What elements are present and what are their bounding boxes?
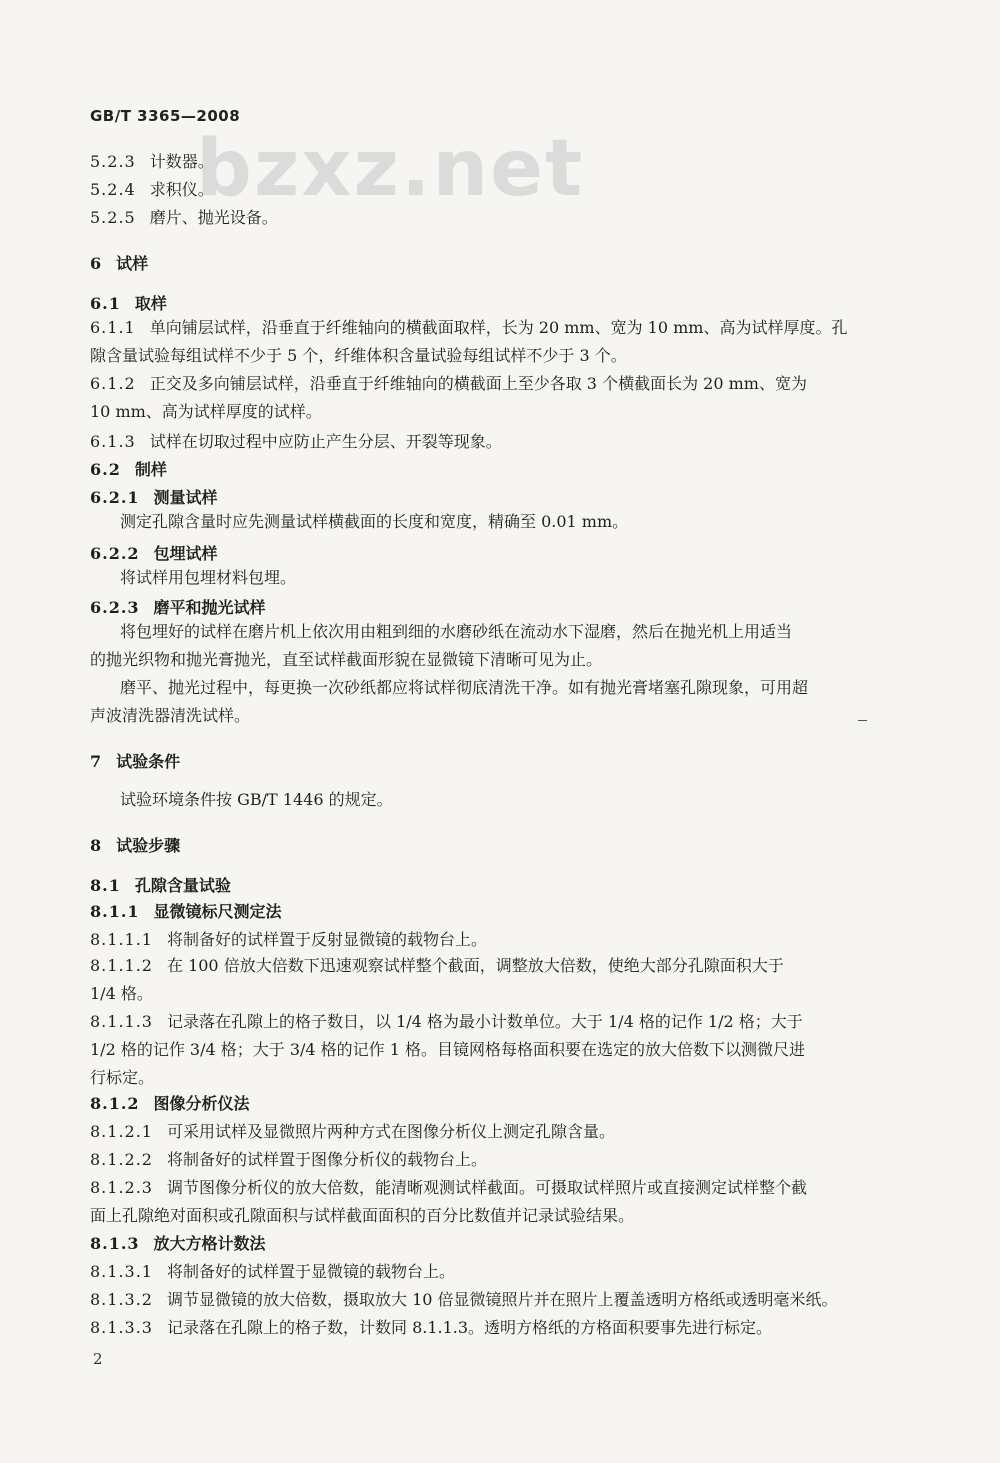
clause-text: 将制备好的试样置于显微镜的载物台上。	[166, 1262, 455, 1281]
text-line	[90, 432, 905, 452]
text-line	[90, 1318, 905, 1338]
clause-number: 8.1.2.3	[90, 1178, 153, 1197]
section-heading	[90, 876, 905, 896]
text-line	[90, 402, 905, 422]
text-line	[90, 1012, 905, 1032]
clause-number: 6	[90, 254, 103, 273]
clause-text: 试样在切取过程中应防止产生分层、开裂等现象。	[149, 432, 502, 451]
text-line	[90, 1262, 905, 1282]
document-code-header: GB/T 3365—2008	[90, 107, 241, 125]
section-heading	[90, 902, 905, 922]
clause-text: 声波清洗器清洗试样。	[90, 706, 251, 725]
clause-number: 6.2.1	[90, 488, 140, 507]
text-line	[90, 152, 905, 172]
section-heading	[90, 598, 905, 618]
clause-number: 7	[90, 752, 103, 771]
clause-number: 8.1.3	[90, 1234, 140, 1253]
clause-number: 6.1.3	[90, 432, 136, 451]
heading-text: 试验步骤	[116, 836, 181, 855]
clause-number: 6.2.3	[90, 598, 140, 617]
text-line	[90, 1068, 905, 1088]
text-line	[90, 346, 905, 366]
text-line	[90, 650, 905, 670]
clause-text: 10 mm、高为试样厚度的试样。	[90, 402, 322, 421]
clause-number: 6.2	[90, 460, 121, 479]
clause-text: 将包埋好的试样在磨片机上依次用由粗到细的水磨砂纸在流动水下湿磨，然后在抛光机上用适当	[120, 622, 793, 641]
clause-number: 5.2.5	[90, 208, 136, 227]
page-number: 2	[93, 1350, 103, 1368]
clause-number: 8.1.3.3	[90, 1318, 153, 1337]
section-heading	[90, 294, 905, 314]
text-line	[90, 1122, 905, 1142]
text-line	[90, 1040, 905, 1060]
clause-number: 8.1.1.3	[90, 1012, 153, 1031]
text-line	[90, 1206, 905, 1226]
text-line	[120, 622, 905, 642]
clause-text: 1/2 格的记作 3/4 格；大于 3/4 格的记作 1 格。目镜网格每格面积要在选定的放大倍数下以测微尺进	[90, 1040, 806, 1059]
heading-text: 孔隙含量试验	[134, 876, 231, 895]
clause-number: 6.1.1	[90, 318, 136, 337]
clause-text: 记录落在孔隙上的格子数日，以 1/4 格为最小计数单位。大于 1/4 格的记作 1/2 格；大于	[166, 1012, 803, 1031]
clause-text: 测定孔隙含量时应先测量试样横截面的长度和宽度，精确至 0.01 mm。	[120, 512, 629, 531]
heading-text: 试验条件	[116, 752, 181, 771]
heading-text: 制样	[134, 460, 167, 479]
clause-number: 8.1.3.2	[90, 1290, 153, 1309]
clause-text: 调节图像分析仪的放大倍数，能清晰观测试样截面。可摄取试样照片或直接测定试样整个截	[166, 1178, 807, 1197]
heading-text: 显微镜标尺测定法	[153, 902, 282, 921]
text-line	[90, 956, 905, 976]
clause-number: 5.2.4	[90, 180, 136, 199]
heading-text: 磨平和抛光试样	[153, 598, 266, 617]
clause-number: 6.2.2	[90, 544, 140, 563]
clause-number: 8	[90, 836, 103, 855]
clause-number: 8.1	[90, 876, 121, 895]
heading-text: 试样	[116, 254, 149, 273]
clause-number: 6.1	[90, 294, 121, 313]
clause-text: 面上孔隙绝对面积或孔隙面积与试样截面面积的百分比数值并记录试验结果。	[90, 1206, 635, 1225]
text-line	[90, 1290, 905, 1310]
clause-text: 的抛光织物和抛光膏抛光，直至试样截面形貌在显微镜下清晰可见为止。	[90, 650, 603, 669]
text-line	[120, 512, 905, 532]
heading-text: 测量试样	[153, 488, 218, 507]
heading-text: 图像分析仪法	[153, 1094, 250, 1113]
text-line	[90, 1150, 905, 1170]
clause-text: 计数器。	[149, 152, 214, 171]
text-line	[120, 568, 905, 588]
text-line	[90, 706, 905, 726]
clause-number: 6.1.2	[90, 374, 136, 393]
text-line	[90, 180, 905, 200]
clause-text: 隙含量试验每组试样不少于 5 个，纤维体积含量试验每组试样不少于 3 个。	[90, 346, 627, 365]
section-heading	[90, 488, 905, 508]
clause-text: 1/4 格。	[90, 984, 153, 1003]
section-heading	[90, 544, 905, 564]
clause-number: 5.2.3	[90, 152, 136, 171]
watermark: bzxz.net	[196, 124, 585, 214]
section-heading	[90, 460, 905, 480]
clause-text: 将制备好的试样置于反射显微镜的载物台上。	[166, 930, 487, 949]
clause-text: 试验环境条件按 GB/T 1446 的规定。	[120, 790, 393, 809]
clause-text: 调节显微镜的放大倍数，摄取放大 10 倍显微镜照片并在照片上覆盖透明方格纸或透明毫米纸。	[166, 1290, 838, 1309]
clause-text: 磨平、抛光过程中，每更换一次砂纸都应将试样彻底清洗干净。如有抛光膏堵塞孔隙现象，可用超	[120, 678, 809, 697]
clause-text: 记录落在孔隙上的格子数，计数同 8.1.1.3。透明方格纸的方格面积要事先进行标定。	[166, 1318, 773, 1337]
clause-text: 求积仪。	[149, 180, 214, 199]
clause-number: 8.1.3.1	[90, 1262, 153, 1281]
clause-text: 行标定。	[90, 1068, 155, 1087]
heading-text: 包埋试样	[153, 544, 218, 563]
clause-text: 可采用试样及显微照片两种方式在图像分析仪上测定孔隙含量。	[166, 1122, 615, 1141]
section-heading	[90, 1094, 905, 1114]
clause-text: 将制备好的试样置于图像分析仪的载物台上。	[166, 1150, 487, 1169]
clause-number: 8.1.2.2	[90, 1150, 153, 1169]
section-heading	[90, 1234, 905, 1254]
text-line	[90, 318, 905, 338]
clause-text: 正交及多向铺层试样，沿垂直于纤维轴向的横截面上至少各取 3 个横截面长为 20 mm、宽为	[149, 374, 807, 393]
text-line	[90, 374, 905, 394]
text-line	[90, 208, 905, 228]
text-line	[90, 930, 905, 950]
clause-number: 8.1.1	[90, 902, 140, 921]
text-line	[120, 678, 905, 698]
section-heading	[90, 254, 905, 274]
text-line	[120, 790, 905, 810]
clause-number: 8.1.2.1	[90, 1122, 153, 1141]
section-heading	[90, 752, 905, 772]
section-heading	[90, 836, 905, 856]
text-line	[90, 1178, 905, 1198]
clause-number: 8.1.1.2	[90, 956, 153, 975]
clause-text: 磨片、抛光设备。	[149, 208, 278, 227]
margin-mark	[858, 720, 867, 721]
clause-text: 将试样用包埋材料包埋。	[120, 568, 297, 587]
clause-number: 8.1.1.1	[90, 930, 153, 949]
heading-text: 取样	[134, 294, 167, 313]
text-line	[90, 984, 905, 1004]
clause-text: 单向铺层试样，沿垂直于纤维轴向的横截面取样，长为 20 mm、宽为 10 mm、高为试样厚度。孔	[149, 318, 848, 337]
clause-text: 在 100 倍放大倍数下迅速观察试样整个截面，调整放大倍数，使绝大部分孔隙面积大于	[166, 956, 784, 975]
heading-text: 放大方格计数法	[153, 1234, 266, 1253]
clause-number: 8.1.2	[90, 1094, 140, 1113]
